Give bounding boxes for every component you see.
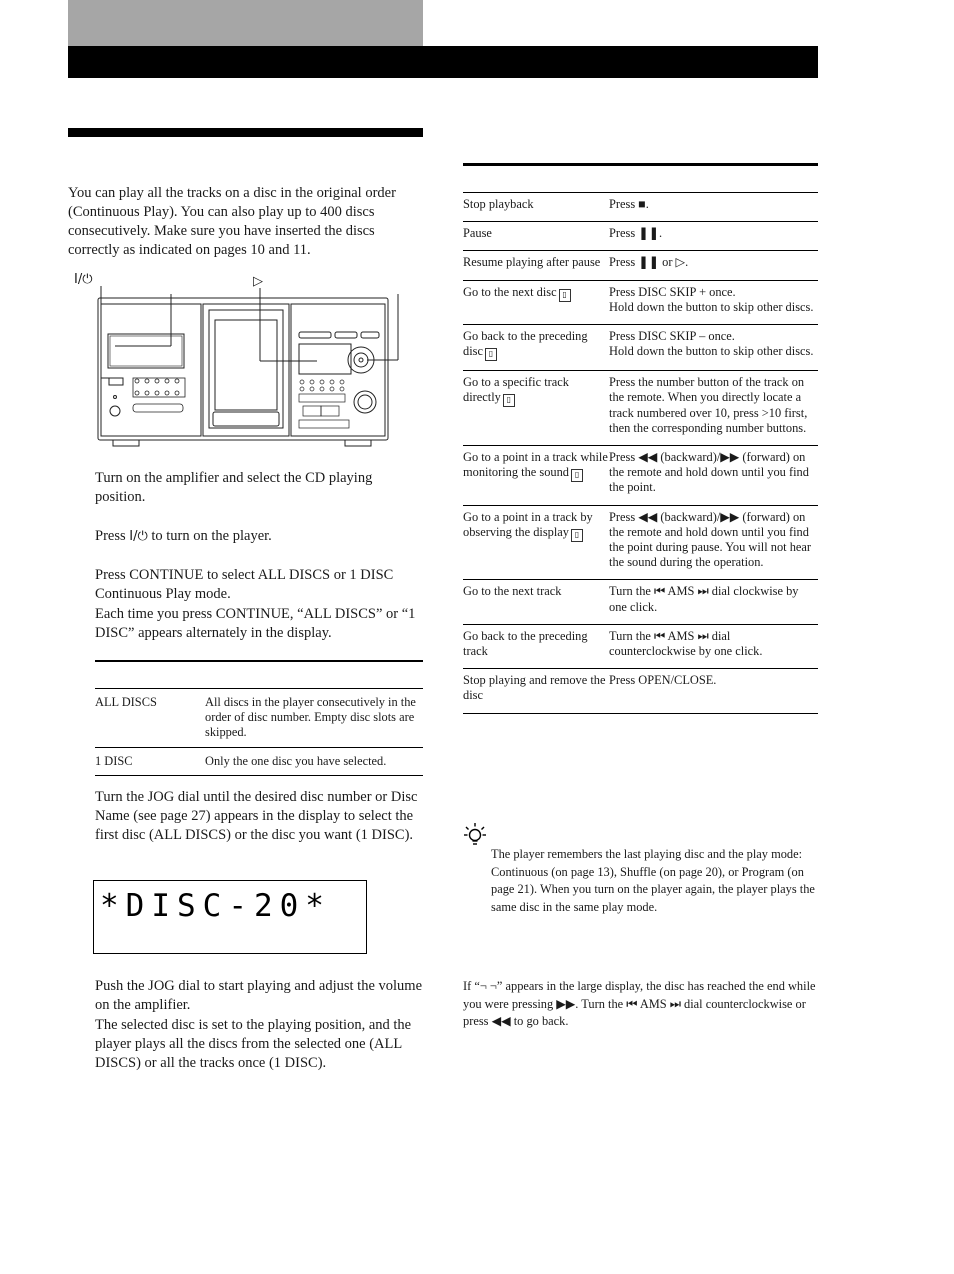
mode-table-top-rule — [95, 660, 423, 662]
step-2 — [95, 527, 425, 546]
remote-icon: ▯ — [503, 394, 515, 407]
section-rule-right — [463, 163, 818, 166]
table-row — [463, 193, 818, 222]
action-text: Go to the next disc — [463, 284, 557, 299]
play-button-label: ▷ — [253, 274, 263, 289]
mode-name: 1 DISC — [95, 753, 133, 768]
how-cell: Press OPEN/CLOSE. — [609, 673, 717, 688]
remote-icon: ▯ — [485, 348, 497, 361]
action-cell: Stop playing and remove the disc — [463, 673, 606, 703]
action-cell — [463, 325, 609, 371]
action-cell: Pause — [463, 226, 492, 241]
action-cell — [463, 505, 609, 580]
section-rule-left — [68, 128, 423, 137]
how-cell: Press DISC SKIP – once. Hold down the button to skip other discs. — [609, 329, 814, 359]
how-cell: Turn the ⏮ AMS ⏭ dial counterclockwise by one click. — [609, 628, 763, 659]
step-4: Turn the JOG dial until the desired disc number or Disc Name (see page 27) appears in the display to select the first disc (ALL DISCS) or the disc you want (1 DISC). — [95, 789, 418, 843]
how-cell: Press the number button of the track on the remote. When you directly locate a track numbered over 10, press >10 first, then the corresponding number buttons. — [609, 375, 808, 435]
step-3b: Each time you press CONTINUE, “ALL DISCS” or “1 DISC” appears alternately in the display. — [95, 606, 416, 641]
table-row — [95, 747, 423, 775]
cd-player-illustration — [95, 286, 425, 451]
power-symbol: I/⏻ — [129, 529, 148, 544]
power-button-label: I/⏻ — [74, 272, 93, 287]
how-cell: Press ❚❚ or ▷. — [609, 255, 689, 270]
action-cell: Go to the next track — [463, 584, 562, 599]
how-cell: Press ❚❚. — [609, 226, 663, 241]
action-cell: Resume playing after pause — [463, 255, 601, 270]
table-row — [463, 624, 818, 668]
action-text: Go back to the preceding disc — [463, 329, 588, 359]
how-cell: Press ■. — [609, 197, 649, 211]
table-row — [95, 689, 423, 748]
how-cell: Press ◀◀ (backward)/▶▶ (forward) on the remote and hold down until you find the point during pause. You will not hear the sound during the operation. — [609, 509, 812, 570]
action-cell: Stop playback — [463, 197, 534, 211]
step-2-pre: Press — [95, 528, 126, 544]
action-text: Go to a specific track directly — [463, 375, 569, 405]
remote-icon: ▯ — [559, 289, 571, 302]
table-row — [463, 251, 818, 280]
step-2-post: to turn on the player. — [151, 528, 272, 544]
how-cell: Turn the ⏮ AMS ⏭ dial clockwise by one click. — [609, 584, 799, 614]
header-black-bar — [68, 46, 818, 78]
action-cell — [463, 446, 609, 506]
note-paragraph: If “¬ ¬” appears in the large display, the disc has reached the end while you were pressing ▶▶. Turn the ⏮ AMS ⏭ dial counterclockwise or press ◀◀ to go back. — [463, 979, 816, 1029]
mode-name: ALL DISCS — [95, 695, 157, 709]
action-cell: Go back to the preceding track — [463, 628, 588, 659]
continuous-mode-table — [95, 688, 423, 776]
table-row — [463, 371, 818, 446]
table-row — [463, 505, 818, 580]
mode-description: Only the one disc you have selected. — [205, 753, 387, 768]
mode-description: All discs in the player consecutively in the order of disc number. Empty disc slots are skipped. — [205, 695, 416, 740]
table-row — [463, 222, 818, 251]
intro-paragraph: You can play all the tracks on a disc in the original order (Continuous Play). You can also play up to 400 discs consecutively. Make sure you have inserted the discs correctly as indicated on pages 10 and 11. — [68, 185, 396, 258]
table-row — [463, 669, 818, 713]
how-cell: Press DISC SKIP + once. Hold down the button to skip other discs. — [609, 284, 814, 314]
action-text: Go to a point in a track while monitoring the sound — [463, 450, 608, 480]
header-gray-tab — [68, 0, 423, 46]
table-row — [463, 580, 818, 624]
action-text: Go to a point in a track by observing the display — [463, 509, 593, 539]
step-5b: The selected disc is set to the playing position, and the player plays all the discs from the selected one (ALL DISCS) or all the tracks once (1 DISC). — [95, 1017, 412, 1071]
action-cell — [463, 280, 609, 324]
step-5a: Push the JOG dial to start playing and adjust the volume on the amplifier. — [95, 978, 423, 1013]
step-1: Turn on the amplifier and select the CD playing position. — [95, 470, 373, 505]
how-cell: Press ◀◀ (backward)/▶▶ (forward) on the remote and hold down until you find the point. — [609, 450, 809, 495]
operations-table — [463, 192, 818, 714]
table-row — [463, 446, 818, 506]
table-row — [463, 325, 818, 371]
table-row — [463, 280, 818, 324]
display-readout: *DISC-20* — [100, 888, 331, 924]
step-3a: Press CONTINUE to select ALL DISCS or 1 DISC Continuous Play mode. — [95, 567, 394, 602]
lightbulb-icon — [463, 822, 487, 848]
remote-icon: ▯ — [571, 529, 583, 542]
remote-icon: ▯ — [571, 469, 583, 482]
tip-paragraph: The player remembers the last playing disc and the play mode: Continuous (on page 13), Shuffle (on page 20), or Program (on page 21). When you turn on the player again, the player plays the same disc in the same play mode. — [491, 847, 815, 914]
action-cell — [463, 371, 609, 446]
